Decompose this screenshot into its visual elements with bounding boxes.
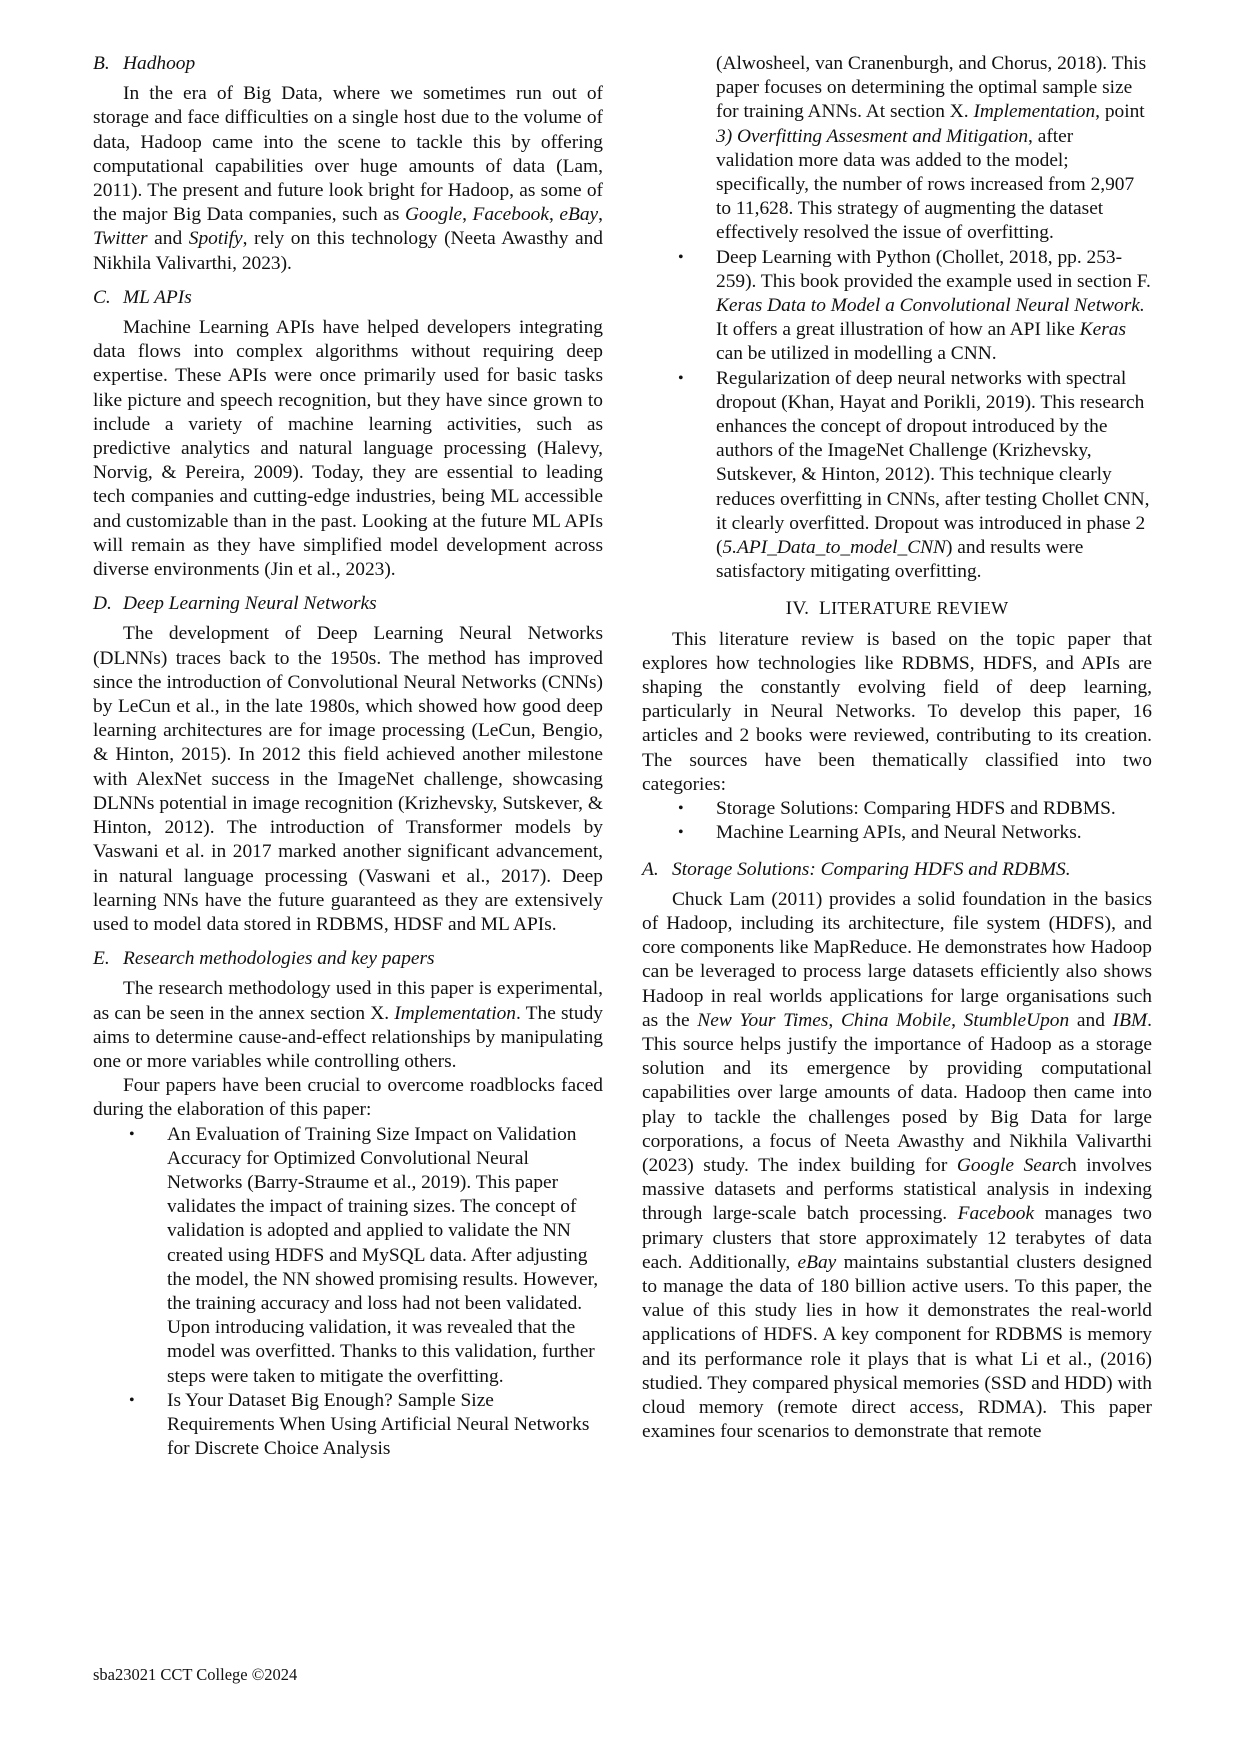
bullet-icon: • (129, 1391, 135, 1409)
bullet-icon: • (678, 369, 684, 387)
right-column (642, 52, 1152, 1444)
list-item-continuation: (Alwosheel, van Cranenburgh, and Chorus, 2018). This paper focuses on determining the optimal sample size for training ANNs. At section X. Implementation, point 3) Overfitting Assesment and Mitigation, after validation more data was added to the model; specifically, the number of rows increased from 2,907 to 11,628. This strategy of augmenting the dataset effectively resolved the issue of overfitting. (716, 53, 1147, 244)
methodology-paragraph: The research methodology used in this paper is experimental, as can be seen in the annex section X. Implementation. The study aims to determine cause-and-effect relationships by manipulating one or more variables while controlling others. (93, 978, 604, 1072)
section-heading-storage-solutions: A. Storage Solutions: Comparing HDFS and RDBMS. (642, 858, 1071, 880)
key-papers-list-continued (642, 52, 1152, 584)
hadoop-paragraph: In the era of Big Data, where we sometimes run out of storage and face difficulties on a single host due to the volume of data, Hadoop came into the scene to tackle this by offering computational capabilities over huge amounts of data (Lam, 2011). The present and future look bright for Hadoop, as some of the major Big Data companies, such as Google, Facebook, eBay, Twitter and Spotify, rely on this technology (Neeta Awasthy and Nikhila Valivarthi, 2023). (93, 83, 603, 274)
bullet-icon: • (678, 800, 684, 818)
list-item: • An Evaluation of Training Size Impact on Validation Accuracy for Optimized Convolutional Neural Networks (Barry-Straume et al., 2019). This paper validates the impact of training sizes. The concept of validation is adopted and applied to validate the NN created using HDFS and MySQL data. After adjusting the model, the NN showed promising results. However, the training accuracy and loss had not been validated. Upon introducing validation, it was revealed that the model was overfitted. Thanks to this validation, further steps were taken to mitigate the overfitting. (129, 1123, 599, 1387)
ml-apis-paragraph: Machine Learning APIs have helped developers integrating data flows into complex algorithms without requiring deep expertise. These APIs were once primarily used for basic tasks like picture and speech recognition, but they have since grown to include a variety of machine learning activities, such as predictive analytics and natural language processing (Halevy, Norvig, & Pereira, 2009). Today, they are essential to leading tech companies and cutting-edge industries, being ML accessible and customizable than in the past. Looking at the future ML APIs will remain as they have simplified model development across diverse environments (Jin et al., 2023). (93, 317, 603, 581)
dlnn-paragraph: The development of Deep Learning Neural Networks (DLNNs) traces back to the 1950s. The method has improved since the introduction of Convolutional Neural Networks (CNNs) by LeCun et al., in the late 1980s, which showed how good deep learning architectures are for image processing (LeCun, Bengio, & Hinton, 2015). In 2012 this field achieved another milestone with AlexNet success in the ImageNet challenge, showcasing DLNNs potential in image recognition (Krizhevsky, Sutskever, & Hinton, 2012). The introduction of Transformer models by Vaswani et al. in 2017 marked another significant advancement, in natural language processing (Vaswani et al., 2017). Deep learning NNs have the future guaranteed as they are extensively used to model data stored in RDBMS, HDSF and ML APIs. (93, 623, 603, 935)
page-footer: sba23021 CCT College ©2024 (93, 1665, 298, 1684)
bullet-icon: • (678, 824, 684, 842)
list-item: • Storage Solutions: Comparing HDFS and RDBMS. (642, 797, 1152, 821)
key-papers-intro-paragraph: Four papers have been crucial to overcome roadblocks faced during the elaboration of this paper: (93, 1075, 603, 1121)
categories-list (642, 797, 1152, 845)
section-heading-dlnn: D. Deep Learning Neural Networks (93, 593, 377, 615)
key-papers-list (93, 1123, 603, 1462)
list-item: • Deep Learning with Python (Chollet, 2018, pp. 253-259). This book provided the example used in section F. Keras Data to Model a Convolutional Neural Network. It offers a great illustration of how an API like Keras can be utilized in modelling a CNN. (678, 246, 1151, 365)
bullet-icon: • (129, 1125, 135, 1143)
section-heading-hadoop: B. Hadhoop (93, 53, 196, 74)
literature-review-paragraph: This literature review is based on the topic paper that explores how technologies like RDBMS, HDFS, and APIs are shaping the constantly evolving field of deep learning, particularly in Neural Networks. To develop this paper, 16 articles and 2 books were reviewed, contributing to its creation. The sources have been thematically classified into two categories: (642, 628, 1152, 795)
list-item: • Machine Learning APIs, and Neural Networks. (642, 821, 1152, 845)
section-heading-research-methodologies: E. Research methodologies and key papers (93, 948, 435, 970)
left-column (93, 52, 603, 1461)
bullet-icon: • (678, 248, 684, 266)
storage-solutions-paragraph: Chuck Lam (2011) provides a solid foundation in the basics of Hadoop, including its architecture, file system (HDFS), and core components like MapReduce. He demonstrates how Hadoop can be leveraged to process large datasets efficiently also shows Hadoop in real worlds applications for large organisations such as the New Your Times, China Mobile, StumbleUpon and IBM. This source helps justify the importance of Hadoop as a storage solution and its emergence by providing computational capabilities over large amounts of data. Hadoop then came into play to tackle the challenges posed by Big Data for large corporations, a focus of Neeta Awasthy and Nikhila Valivarthi (2023) study. The index building for Google Search involves massive datasets and performs statistical analysis in indexing through large-scale batch processing. Facebook manages two primary clusters that store approximately 12 terabytes of data each. Additionally, eBay maintains substantial clusters designed to manage the data of 180 billion active users. To this paper, the value of this study lies in how it demonstrates the real-world applications of HDFS. A key component for RDBMS is memory and its performance role it plays that is what Li et al., (2016) studied. They compared physical memories (SSD and HDD) with cloud memory (remote direct access, RDMA). This paper examines four scenarios to demonstrate that remote (642, 888, 1152, 1443)
list-item: • Is Your Dataset Big Enough? Sample Size Requirements When Using Artificial Neural Networks for Discrete Choice Analysis (129, 1389, 590, 1460)
list-item: • Regularization of deep neural networks with spectral dropout (Khan, Hayat and Porikli, 2019). This research enhances the concept of dropout introduced by the authors of the ImageNet Challenge (Krizhevsky, Sutskever, & Hinton, 2012). This technique clearly reduces overfitting in CNNs, after testing Chollet CNN, it clearly overfitted. Dropout was introduced in phase 2 (5.API_Data_to_model_CNN) and results were satisfactory mitigating overfitting. (678, 367, 1150, 583)
section-heading-ml-apis: C. ML APIs (93, 286, 192, 308)
section-heading-literature-review: IV. LITERATURE REVIEW (785, 598, 1009, 620)
